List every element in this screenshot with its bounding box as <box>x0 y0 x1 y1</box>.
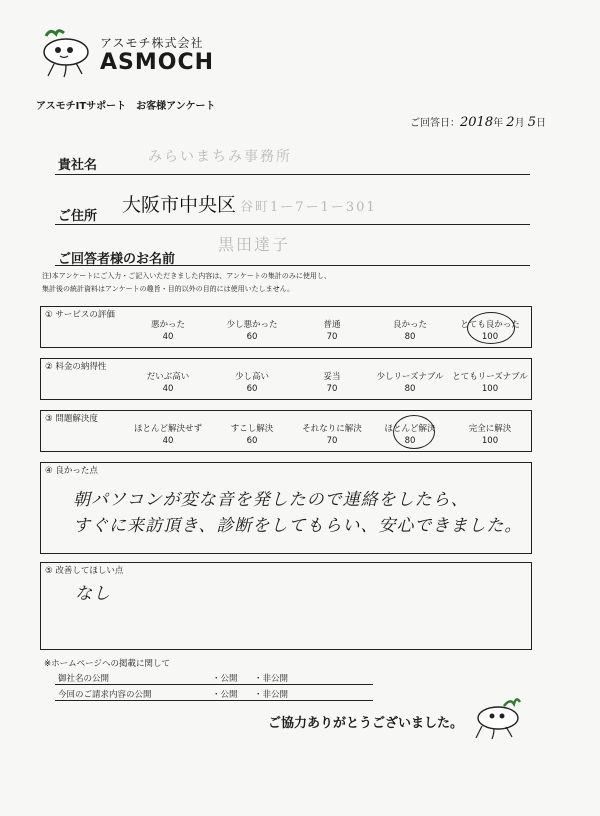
publication-option-private[interactable]: ・非公開 <box>254 690 289 700</box>
address-field-label: ご住所 <box>58 209 98 224</box>
rating-option-label: 良かった <box>392 320 427 330</box>
rating-option-score: 70 <box>326 384 338 394</box>
mascot-logo-icon <box>36 28 100 82</box>
respondent-underline <box>55 265 530 266</box>
rating-option-score: 100 <box>481 436 499 446</box>
rating-option[interactable] <box>123 319 213 343</box>
rating-option-label: それなりに解決 <box>302 424 362 434</box>
rating-option-score: 70 <box>326 332 338 342</box>
publication-row-underline <box>55 684 373 685</box>
rating-option[interactable] <box>207 319 297 343</box>
publication-row-label: 御社名の公開 <box>58 674 110 684</box>
good-points-line-1: 朝パソコンが変な音を発したので連絡をしたら、 <box>73 490 469 510</box>
date-day: 5 <box>527 115 537 130</box>
company-name-en: ASMOCH <box>100 50 215 75</box>
rating-option-score: 40 <box>162 436 174 446</box>
company-field-value: みらいまちみ事務所 <box>148 149 292 165</box>
date-month-unit: 月 <box>514 118 525 129</box>
date-day-unit: 日 <box>536 118 547 129</box>
respondent-field-value: 黒田達子 <box>218 235 291 254</box>
company-field-label: 貴社名 <box>58 158 98 173</box>
rating-option[interactable] <box>207 371 297 395</box>
selection-circle <box>393 415 435 449</box>
rating-option[interactable] <box>287 319 377 343</box>
address-field-value-faded: 谷町1ー7ー1ー301 <box>240 200 377 215</box>
rating-option[interactable] <box>207 423 297 447</box>
rating-option[interactable] <box>365 371 455 395</box>
rating-option-score: 100 <box>481 332 499 342</box>
rating-option-label: 少し悪かった <box>226 320 278 330</box>
rating-option-label: とても良かった <box>460 320 520 330</box>
date-label: ご回答日： <box>410 118 460 129</box>
rating-option-score: 80 <box>404 332 416 342</box>
improve-text: なし <box>75 584 111 604</box>
rating-box-resolution <box>40 410 532 452</box>
rating-option[interactable] <box>445 423 535 447</box>
rating-option-score: 80 <box>404 436 416 446</box>
company-name-ja: アスモチ株式会社 <box>100 36 204 50</box>
privacy-note-line-1: 注)本アンケートにご入力・ご記入いただきました内容は、アンケートの集計のみに使用し、 <box>42 272 331 280</box>
rating-option[interactable] <box>287 371 377 395</box>
respondent-field-label: ご回答者様のお名前 <box>58 252 176 267</box>
rating-option-label: 少しリーズナブル <box>376 372 444 382</box>
rating-option-label: 普通 <box>323 320 341 330</box>
rating-option[interactable] <box>445 371 535 395</box>
rating-option-label: 妥当 <box>323 372 341 382</box>
form-title: アスモチITサポート お客様アンケート <box>36 101 216 112</box>
date-month: 2 <box>506 115 515 130</box>
rating-option-label: 完全に解決 <box>468 424 512 434</box>
date-year-unit: 年 <box>493 118 504 129</box>
answer-date <box>410 114 546 130</box>
good-points-line-2: すぐに来訪頂き、診断をしてもらい、安心できました。 <box>73 516 523 536</box>
rating-title: ② 料金の納得性 <box>45 362 107 372</box>
rating-option-label: ほとんど解決せず <box>133 424 202 434</box>
privacy-note-line-2: 集計後の統計資料はアンケートの趣旨・目的以外の目的には使用いたしません。 <box>42 285 294 293</box>
good-points-box <box>40 462 532 554</box>
publication-option-public[interactable]: ・公開 <box>212 690 238 700</box>
rating-option-score: 60 <box>246 384 258 394</box>
date-year: 2018 <box>460 115 494 130</box>
rating-option[interactable] <box>123 371 213 395</box>
publication-heading: ※ホームページへの掲載に関して <box>44 659 170 669</box>
rating-title: ① サービスの評価 <box>45 310 115 320</box>
rating-option-score: 40 <box>162 384 174 394</box>
thanks-message: ご協力ありがとうございました。 <box>268 716 464 731</box>
selection-circle <box>467 312 515 344</box>
rating-option-score: 70 <box>326 436 338 446</box>
rating-option-score: 40 <box>162 332 174 342</box>
good-points-title: ④ 良かった点 <box>45 466 98 476</box>
publication-option-private[interactable]: ・非公開 <box>254 674 289 684</box>
rating-box-service <box>40 306 532 348</box>
improve-title: ⑤ 改善してほしい点 <box>45 566 124 576</box>
rating-option-label: とてもリーズナブル <box>452 372 528 382</box>
rating-title: ③ 問題解決度 <box>45 414 98 424</box>
rating-option-label: だいぶ高い <box>146 372 190 382</box>
rating-option-score: 100 <box>481 384 499 394</box>
improve-box <box>40 562 532 650</box>
publication-option-public[interactable]: ・公開 <box>212 674 238 684</box>
rating-option-label: ほとんど解決 <box>384 424 436 434</box>
rating-option-score: 80 <box>404 384 416 394</box>
rating-option[interactable] <box>123 423 213 447</box>
rating-option-score: 60 <box>246 436 258 446</box>
company-underline <box>55 174 530 175</box>
rating-box-price <box>40 358 532 400</box>
rating-option[interactable] <box>365 319 455 343</box>
address-underline <box>55 224 530 225</box>
publication-row-label: 今回のご請求内容の公開 <box>58 690 152 700</box>
mascot-footer-icon <box>468 696 524 742</box>
address-field-value: 大阪市中央区 <box>122 194 237 216</box>
rating-option-label: すこし解決 <box>230 424 274 434</box>
rating-option[interactable] <box>287 423 377 447</box>
rating-option-score: 60 <box>246 332 258 342</box>
rating-option-label: 少し高い <box>234 372 269 382</box>
rating-option-label: 悪かった <box>150 320 185 330</box>
publication-row-underline <box>55 700 373 701</box>
